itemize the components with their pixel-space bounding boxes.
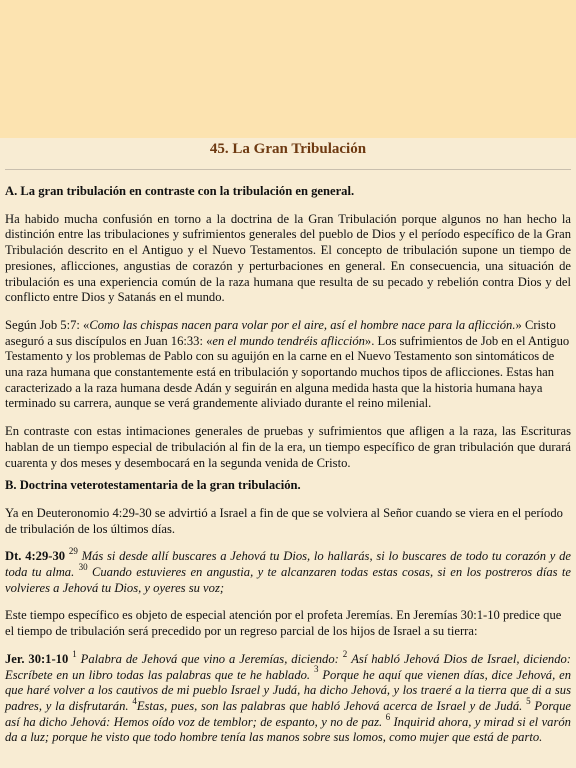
job-quote: Como las chispas nacen para volar por el aire, así el hombre nace para la aflicción. <box>89 317 516 332</box>
scripture-reference: Dt. 4:29-30 <box>5 549 66 564</box>
verse-number: 30 <box>78 561 88 572</box>
section-b-heading: B. Doctrina veterotestamentaria de la gran tribulación. <box>5 478 301 493</box>
verse-number: 1 <box>72 648 77 659</box>
verse-number: 5 <box>526 695 531 706</box>
paragraph-2: Según Job 5:7: «Como las chispas nacen para volar por el aire, así el hombre nace para la aflicción.» Cristo aseguró a sus discípulos en Juan 16:33: «en el mundo tendréis aflicción». Los sufrimientos de Job en el Antiguo Testamento y los problemas de Pablo con su aguijón en la carne en el Nuevo Testamento son sintomáticos de una raza humana que constantemente está en tribulación y soportando muchos tipos de aflicciones. Estas han caracterizado a la raza humana desde Adán y seguirán en alguna medida hasta que la historia humana haya terminado su carrera, aunque se verá grandemente aliviado durante el reino milenial. <box>5 317 570 411</box>
scripture-reference: Jer. 30:1-10 <box>5 651 69 666</box>
paragraph-5: Este tiempo específico es objeto de especial atención por el profeta Jeremías. En Jeremías 30:1-10 predice que el tiempo de tribulación será precedido por un regreso parcial de los hijos de Israel a su tierra: <box>5 608 562 639</box>
paragraph-4: Ya en Deuteronomio 4:29-30 se advirtió a Israel a fin de que se volviera al Señor cuando se viera en el período de tribulación de los últimos días. <box>5 505 563 536</box>
title-divider <box>5 169 571 170</box>
verse-number: 6 <box>385 711 391 722</box>
verse-number: 4 <box>132 695 137 706</box>
document-body <box>0 184 576 746</box>
header-banner <box>0 0 576 138</box>
verse-number: 29 <box>68 546 78 557</box>
verse-number: 3 <box>313 664 319 675</box>
jeremiah-passage: Jer. 30:1-10 $^1$ Palabra de Jehová que vino a Jeremías, diciendo: $^2$ Así habló Jehová Dios de Israel, diciendo: Escríbete en un libro todas las palabras que te he hablado. $^3$ Porque he aquí que vienen días, dice Jehová, en que haré volver a los cautivos de mi pueblo Israel y Judá, ha dicho Jehová, y los traeré a la tierra que di a sus padres, y la disfrutarán. $^4$Estas, pues, son las palabras que habló Jehová acerca de Israel y de Judá. $^5$ Porque así ha dicho Jehová: Hemos oído voz de temblor; de espanto, y no de paz. $^6$ Inquirid ahora, y mirad si el varón da a luz; porque he visto que todo hombre tenía las manos sobre sus lomos, como mujer que está de parto. <box>5 648 571 745</box>
page-title: 45. La Gran Tribulación <box>209 141 367 157</box>
paragraph-1: Ha habido mucha confusión en torno a la doctrina de la Gran Tribulación porque algunos no han hecho la distinción entre las tribulaciones y sufrimientos generales del pueblo de Dios y el período específico de la Gran Tribulación descrito en el Antiguo y el Nuevo Testamentos. El concepto de tribulación supone un tiempo de presiones, aflicciones, angustias de corazón y perturbaciones en general. En consecuencia, una situación de tribulación es una experiencia común de la raza humana que resulta de su pecado y rebelión contra Dios y del conflicto entre Dios y Satanás en el mundo. <box>5 211 571 305</box>
verse-number: 2 <box>342 648 348 659</box>
deuteronomy-passage: Dt. 4:29-30 $^{29}$ Más si desde allí buscares a Jehová tu Dios, lo hallarás, si lo buscares de todo tu corazón y de toda tu alma. $^{30}$ Cuando estuvieres en angustia, y te alcanzaren todas estas cosas, si en los postreros días te volvieres a Jehová tu Dios, y oyeres su voz; <box>5 546 571 595</box>
john-quote: en el mundo tendréis aflicción <box>212 333 365 348</box>
section-a-heading: A. La gran tribulación en contraste con la tribulación en general. <box>5 184 355 198</box>
paragraph-3: En contraste con estas intimaciones generales de pruebas y sufrimientos que afligen a la raza, las Escrituras hablan de un tiempo especial de tribulación al fin de la era, un tiempo específico de gran tribulación que durará cuarenta y dos meses y desembocará en la segunda venida de Cristo. <box>5 424 571 470</box>
